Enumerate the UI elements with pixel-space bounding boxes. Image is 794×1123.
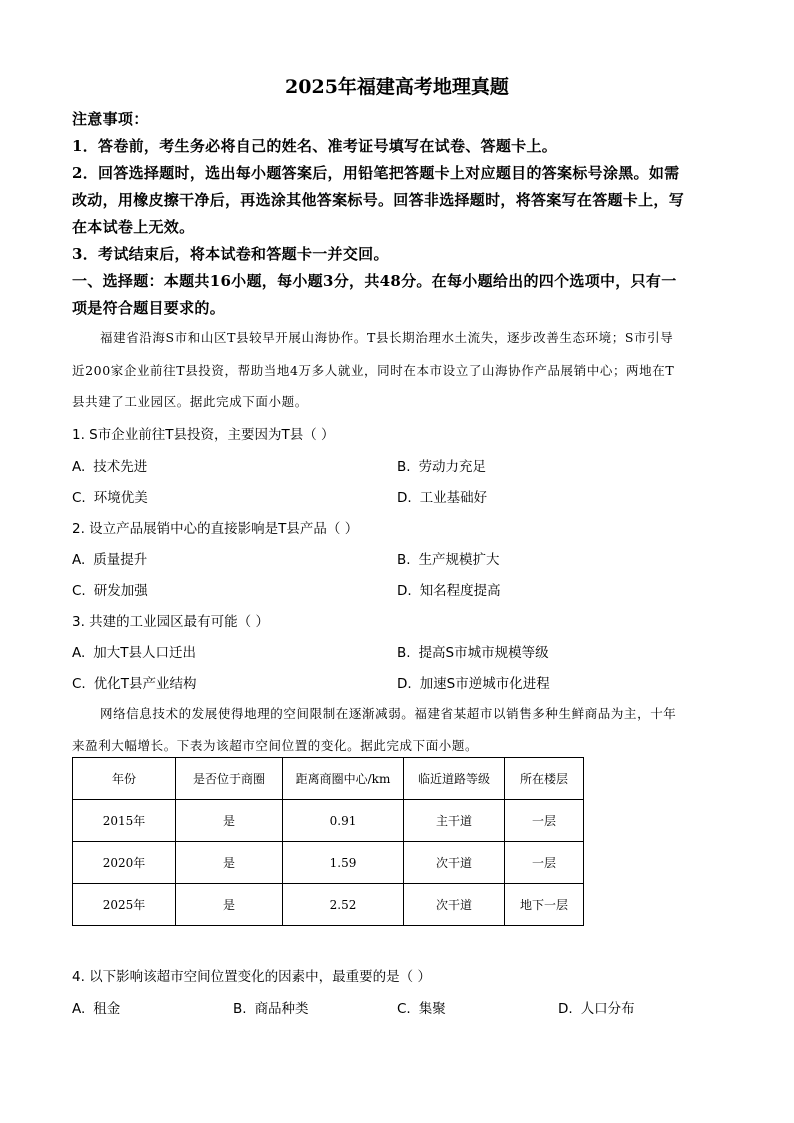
option-label: D. <box>397 583 412 599</box>
option-label: D. <box>397 676 412 692</box>
table-cell: 次干道 <box>404 842 505 884</box>
table-header-cell: 距离商圈中心/km <box>283 758 404 800</box>
question-4-option-b <box>233 997 309 1017</box>
notice-item-2-line-2: 改动，用橡皮擦干净后，再选涂其他答案标号。回答非选择题时，将答案写在答题卡上，写 <box>72 191 685 209</box>
option-label: D. <box>558 1001 573 1017</box>
table-cell: 主干道 <box>404 800 505 842</box>
option-label: A. <box>72 552 86 568</box>
question-4-option-c <box>397 997 446 1017</box>
option-text: 商品种类 <box>254 1001 309 1017</box>
option-label: B. <box>397 552 411 568</box>
table-header-cell: 年份 <box>73 758 176 800</box>
option-text: 劳动力充足 <box>418 459 487 475</box>
table-header-cell: 是否位于商圈 <box>176 758 283 800</box>
option-text: 集聚 <box>418 1001 446 1017</box>
option-text: 加大T县人口迁出 <box>93 645 197 661</box>
option-text: 加速S市逆城市化进程 <box>419 676 550 692</box>
option-label: B. <box>397 459 411 475</box>
material-2-line-1: 网络信息技术的发展使得地理的空间限制在逐渐减弱。福建省某超市以销售多种生鲜商品为主，十年 <box>100 706 677 721</box>
table-row <box>73 800 584 842</box>
option-text: 人口分布 <box>580 1001 635 1017</box>
option-label: B. <box>233 1001 247 1017</box>
section-heading-line-1: 一、选择题：本题共16小题，每小题3分，共48分。在每小题给出的四个选项中，只有一 <box>72 272 677 290</box>
supermarket-location-table <box>72 757 584 926</box>
table-cell: 2015年 <box>73 800 176 842</box>
table-row <box>73 842 584 884</box>
notice-item-1: 1．答卷前，考生务必将自己的姓名、准考证号填写在试卷、答题卡上。 <box>72 137 558 155</box>
question-2-option-b <box>397 548 500 568</box>
question-2-stem: 2. 设立产品展销中心的直接影响是T县产品（ ） <box>72 521 359 537</box>
question-4-stem: 4. 以下影响该超市空间位置变化的因素中，最重要的是（ ） <box>72 969 431 985</box>
page-title: 2025年福建高考地理真题 <box>285 76 509 98</box>
question-2-option-a <box>72 548 147 568</box>
question-1-option-a <box>72 455 147 475</box>
table-cell: 是 <box>176 800 283 842</box>
option-text: 质量提升 <box>93 552 148 568</box>
notice-item-3: 3．考试结束后，将本试卷和答题卡一并交回。 <box>72 245 389 263</box>
question-1-stem: 1. S市企业前往T县投资，主要因为T县（ ） <box>72 427 335 443</box>
option-label: A. <box>72 1001 86 1017</box>
option-text: 工业基础好 <box>419 490 488 506</box>
option-label: C. <box>72 676 86 692</box>
table-cell: 是 <box>176 884 283 926</box>
material-1-line-3: 县共建了工业园区。据此完成下面小题。 <box>72 394 308 409</box>
question-4-option-a <box>72 997 120 1017</box>
question-2-option-d <box>397 579 501 599</box>
table-cell: 地下一层 <box>505 884 584 926</box>
table-cell: 一层 <box>505 800 584 842</box>
option-text: 优化T县产业结构 <box>93 676 197 692</box>
question-3-option-c <box>72 672 196 692</box>
table-row <box>73 884 584 926</box>
table-cell: 是 <box>176 842 283 884</box>
notice-item-2-line-1: 2．回答选择题时，选出每小题答案后，用铅笔把答题卡上对应题目的答案标号涂黑。如需 <box>72 164 680 182</box>
table-header-row <box>73 758 584 800</box>
question-3-option-a <box>72 641 196 661</box>
table-cell: 2.52 <box>283 884 404 926</box>
option-label: A. <box>72 645 86 661</box>
option-label: C. <box>72 490 86 506</box>
option-text: 租金 <box>93 1001 121 1017</box>
question-2-option-c <box>72 579 148 599</box>
table-cell: 2020年 <box>73 842 176 884</box>
option-label: D. <box>397 490 412 506</box>
table-header-cell: 所在楼层 <box>505 758 584 800</box>
material-1-line-1: 福建省沿海S市和山区T县较早开展山海协作。T县长期治理水土流失，逐步改善生态环境；S市引导 <box>100 330 674 345</box>
question-1-option-d <box>397 486 487 506</box>
table-header-cell: 临近道路等级 <box>404 758 505 800</box>
section-heading-line-2: 项是符合题目要求的。 <box>72 299 226 317</box>
question-4-option-d <box>558 997 635 1017</box>
question-3-stem: 3. 共建的工业园区最有可能（ ） <box>72 614 269 630</box>
material-1-line-2: 近200家企业前往T县投资，帮助当地4万多人就业，同时在本市设立了山海协作产品展销中心；两地在T <box>72 363 675 378</box>
question-1-option-c <box>72 486 148 506</box>
option-text: 研发加强 <box>93 583 148 599</box>
material-2-line-2: 来盈利大幅增长。下表为该超市空间位置的变化。据此完成下面小题。 <box>72 738 479 753</box>
table-cell: 1.59 <box>283 842 404 884</box>
notice-heading: 注意事项： <box>72 110 149 128</box>
option-text: 生产规模扩大 <box>418 552 500 568</box>
option-label: A. <box>72 459 86 475</box>
table-cell: 次干道 <box>404 884 505 926</box>
table-cell: 0.91 <box>283 800 404 842</box>
option-text: 环境优美 <box>93 490 148 506</box>
option-label: C. <box>72 583 86 599</box>
option-text: 技术先进 <box>93 459 148 475</box>
question-1-option-b <box>397 455 486 475</box>
question-3-option-b <box>397 641 549 661</box>
option-label: B. <box>397 645 411 661</box>
option-text: 提高S市城市规模等级 <box>418 645 549 661</box>
table-cell: 2025年 <box>73 884 176 926</box>
question-3-option-d <box>397 672 550 692</box>
notice-item-2-line-3: 在本试卷上无效。 <box>72 218 195 236</box>
option-label: C. <box>397 1001 411 1017</box>
table-cell: 一层 <box>505 842 584 884</box>
option-text: 知名程度提高 <box>419 583 501 599</box>
